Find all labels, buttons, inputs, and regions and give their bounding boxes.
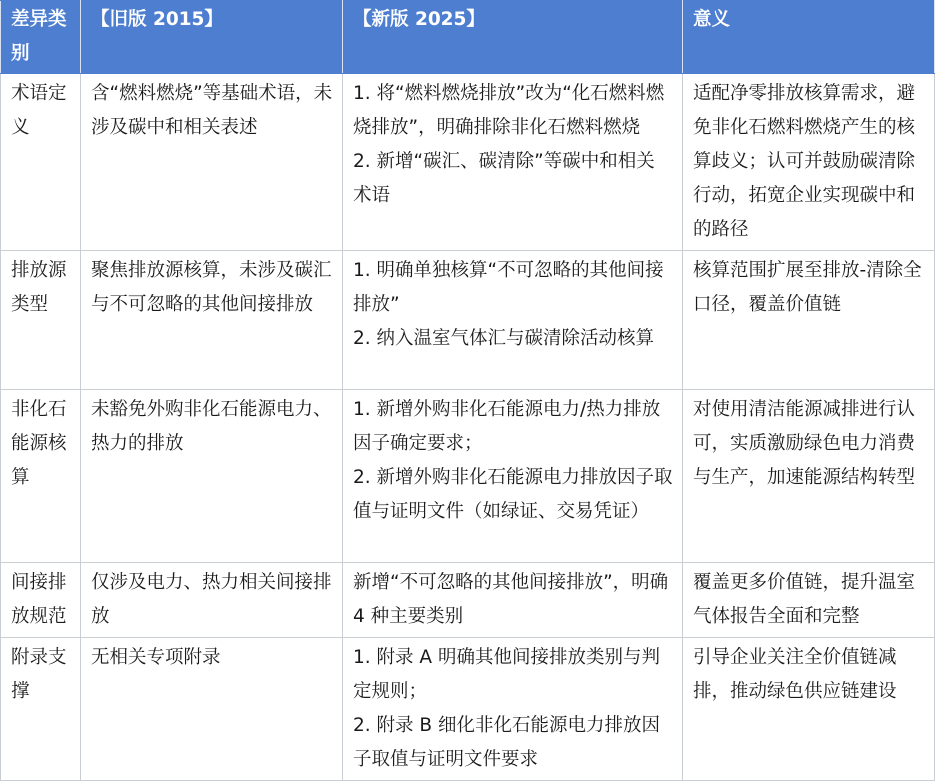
cell-meaning: 引导企业关注全价值链减排，推动绿色供应链建设 — [683, 638, 935, 781]
new-item: 1. 新增外购非化石能源电力/热力排放因子确定要求； — [353, 399, 661, 454]
table-row — [1, 251, 935, 390]
cell-category: 非化石能源核算 — [1, 390, 81, 563]
table-row — [1, 563, 935, 638]
cell-new — [343, 638, 683, 781]
cell-old: 未豁免外购非化石能源电力、热力的排放 — [81, 390, 343, 563]
new-item: 1. 附录 A 明确其他间接排放类别与判定规则； — [353, 647, 660, 702]
cell-old: 聚焦排放源核算，未涉及碳汇与不可忽略的其他间接排放 — [81, 251, 343, 390]
cell-category: 附录支撑 — [1, 638, 81, 781]
table-row — [1, 390, 935, 563]
new-item: 1. 将“燃料燃烧排放”改为“化石燃料燃烧排放”，明确排除非化石燃料燃烧 — [353, 83, 665, 138]
new-item: 2. 新增“碳汇、碳清除”等碳中和相关术语 — [353, 151, 655, 206]
cell-old: 无相关专项附录 — [81, 638, 343, 781]
table-row — [1, 74, 935, 251]
header-meaning: 意义 — [683, 1, 935, 74]
cell-meaning: 对使用清洁能源减排进行认可，实质激励绿色电力消费与生产，加速能源结构转型 — [683, 390, 935, 563]
cell-new — [343, 74, 683, 251]
table-row — [1, 638, 935, 781]
header-old-version: 【旧版 2015】 — [81, 1, 343, 74]
cell-new — [343, 390, 683, 563]
new-item: 2. 纳入温室气体汇与碳清除活动核算 — [353, 328, 655, 349]
new-item: 2. 附录 B 细化非化石能源电力排放因子取值与证明文件要求 — [353, 715, 660, 770]
cell-old: 仅涉及电力、热力相关间接排放 — [81, 563, 343, 638]
header-category: 差异类别 — [1, 1, 81, 74]
new-item: 1. 明确单独核算“不可忽略的其他间接排放” — [353, 260, 664, 315]
cell-meaning: 适配净零排放核算需求，避免非化石燃料燃烧产生的核算歧义；认可并鼓励碳清除行动，拓宽企业实现碳中和的路径 — [683, 74, 935, 251]
cell-meaning: 核算范围扩展至排放-清除全口径，覆盖价值链 — [683, 251, 935, 390]
header-row — [1, 1, 935, 74]
new-item: 2. 新增外购非化石能源电力排放因子取值与证明文件（如绿证、交易凭证） — [353, 467, 673, 522]
new-item: 新增“不可忽略的其他间接排放”，明确 4 种主要类别 — [353, 572, 669, 627]
header-new-version: 【新版 2025】 — [343, 1, 683, 74]
cell-old: 含“燃料燃烧”等基础术语，未涉及碳中和相关表述 — [81, 74, 343, 251]
cell-category: 排放源类型 — [1, 251, 81, 390]
cell-category: 术语定义 — [1, 74, 81, 251]
cell-category: 间接排放规范 — [1, 563, 81, 638]
cell-meaning: 覆盖更多价值链，提升温室气体报告全面和完整 — [683, 563, 935, 638]
cell-new — [343, 563, 683, 638]
cell-new — [343, 251, 683, 390]
